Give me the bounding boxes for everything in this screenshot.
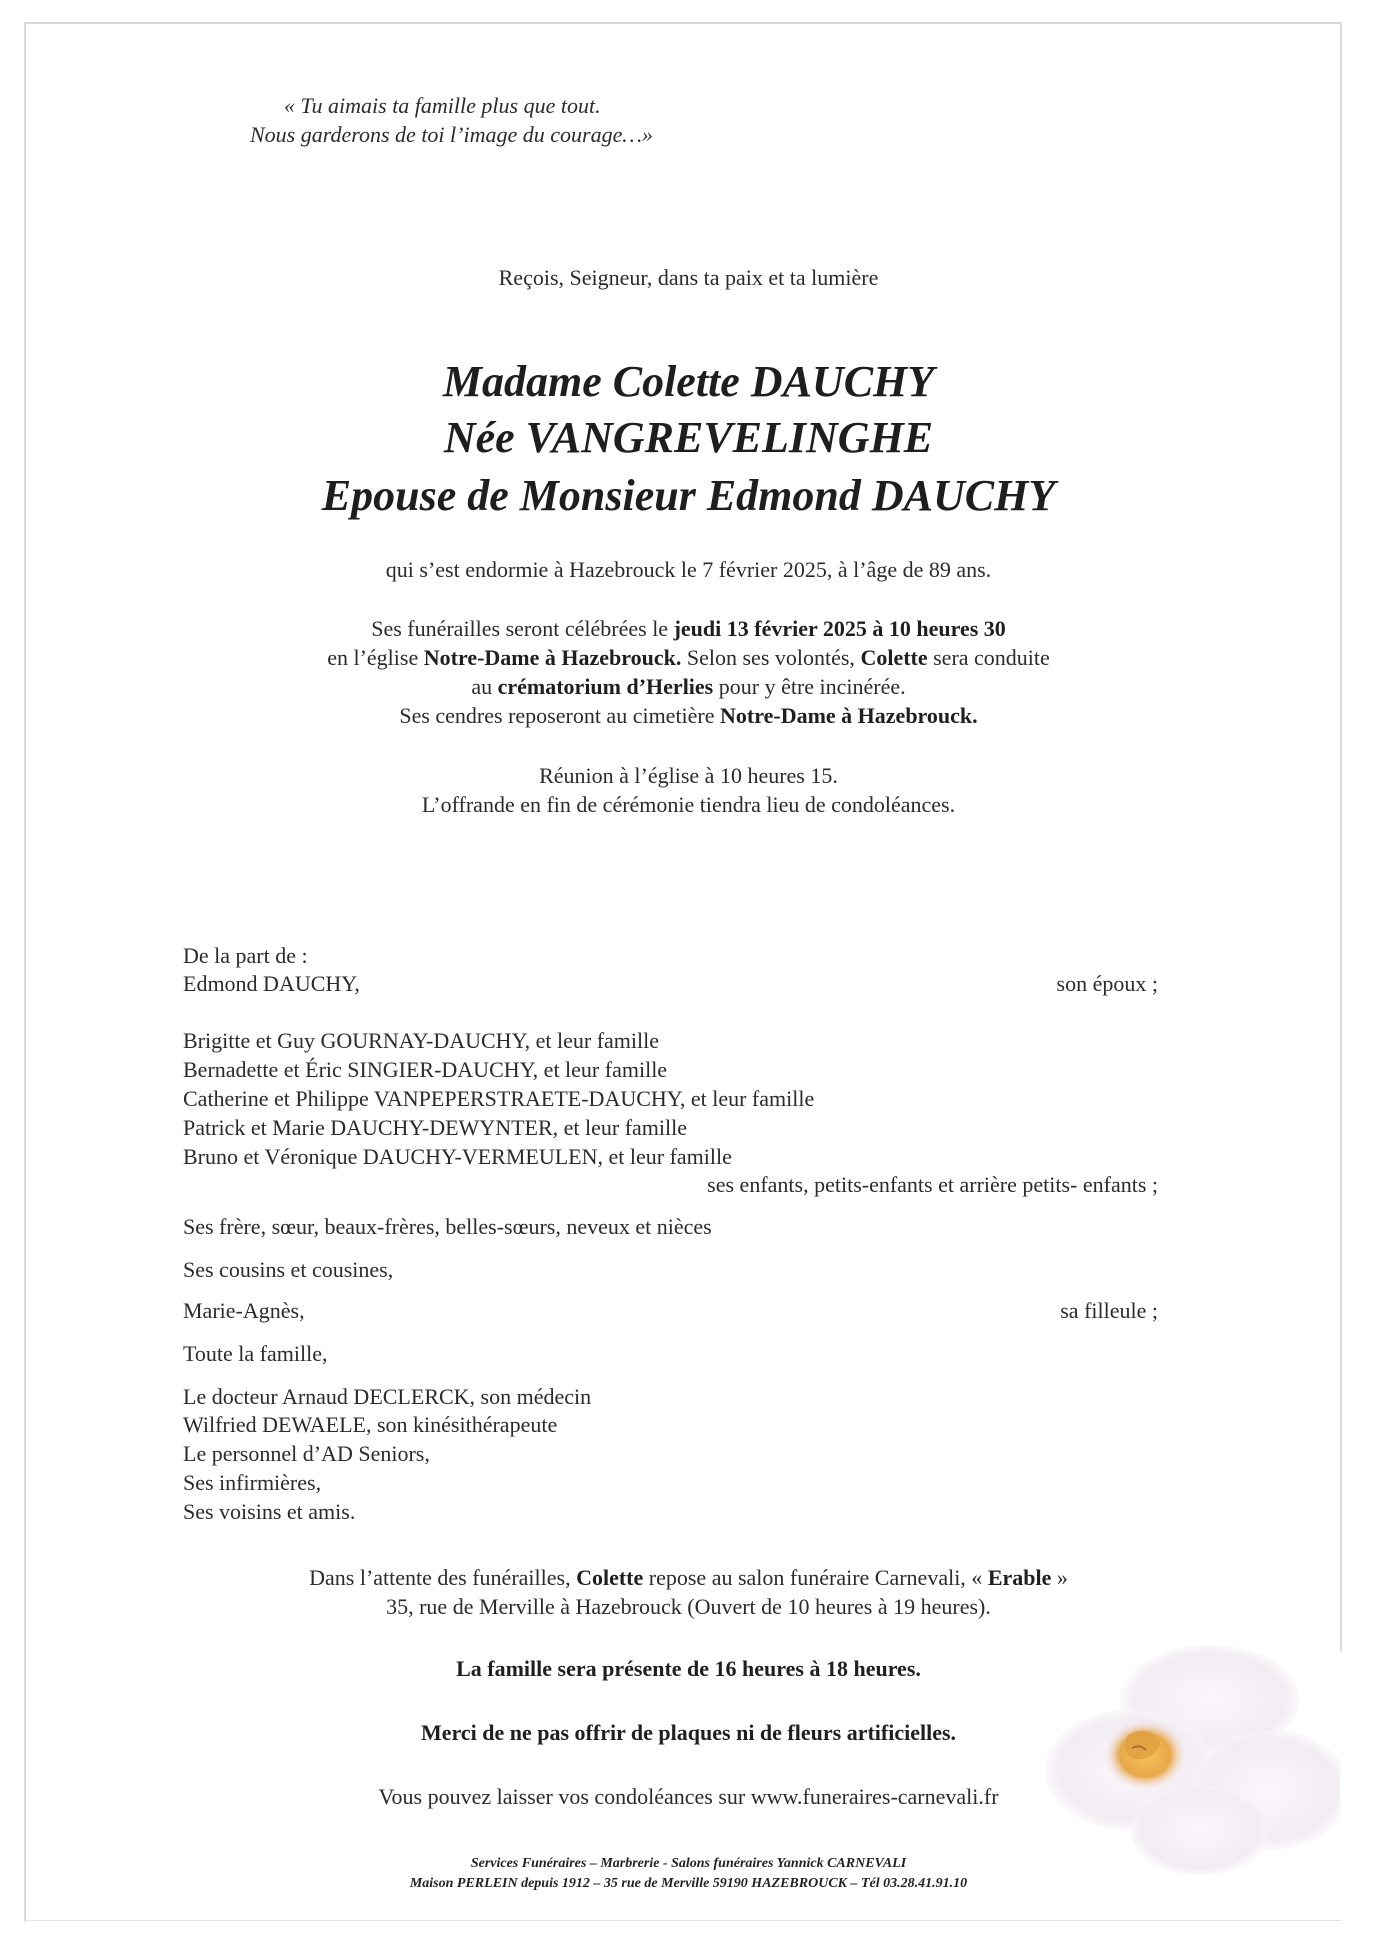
gathering-line-1: Réunion à l’église à 10 heures 15. — [539, 763, 838, 788]
family-entry: Toute la famille, — [183, 1341, 328, 1366]
child-entry: Patrick et Marie DAUCHY-DEWYNTER, et leur famille — [183, 1115, 688, 1140]
child-entry: Brigitte et Guy GOURNAY-DAUCHY, et leur famille — [183, 1028, 660, 1053]
footer-line-2: Maison PERLEIN depuis 1912 – 35 rue de Merville 59190 HAZEBROUCK – Tél 03.28.41.91.10 — [409, 1876, 968, 1891]
resting-line-1: Dans l’attente des funérailles, Colette repose au salon funéraire Carnevali, « Erable » — [309, 1565, 1068, 1590]
spouse-role: son époux ; — [1056, 971, 1158, 996]
epigraph-line-2: Nous garderons de toi l’image du courage…» — [250, 122, 653, 147]
other-entry: Ses infirmières, — [183, 1470, 322, 1495]
child-entry: Bruno et Véronique DAUCHY-VERMEULEN, et leur famille — [183, 1144, 732, 1169]
other-entry: Le docteur Arnaud DECLERCK, son médecin — [183, 1384, 592, 1409]
orchid-flower-icon — [1040, 1640, 1340, 1880]
epigraph-line-1: « Tu aimais ta famille plus que tout. — [284, 93, 601, 118]
child-entry: Catherine et Philippe VANPEPERSTRAETE-DAUCHY, et leur famille — [183, 1086, 815, 1111]
page-border-bottom — [24, 1920, 1342, 1921]
child-entry: Bernadette et Éric SINGIER-DAUCHY, et leur famille — [183, 1057, 668, 1082]
resting-line-2: 35, rue de Merville à Hazebrouck (Ouvert de 10 heures à 19 heures). — [386, 1594, 991, 1619]
funeral-line-1: Ses funérailles seront célébrées le jeudi 13 février 2025 à 10 heures 30 — [371, 616, 1006, 641]
from-label: De la part de : — [183, 943, 308, 968]
death-announcement: qui s’est endormie à Hazebrouck le 7 février 2025, à l’âge de 89 ans. — [385, 557, 992, 582]
deceased-name: Madame Colette DAUCHY — [442, 357, 935, 406]
goddaughter-entry — [183, 1297, 1158, 1325]
spouse-name: Edmond DAUCHY, — [183, 971, 360, 996]
deceased-maiden-name: Née VANGREVELINGHE — [443, 413, 934, 462]
funeral-line-4: Ses cendres reposeront au cimetière Notre-Dame à Hazebrouck. — [399, 703, 978, 728]
gathering-line-2: L’offrande en fin de cérémonie tiendra lieu de condoléances. — [421, 792, 956, 817]
funeral-line-2: en l’église Notre-Dame à Hazebrouck. Selon ses volontés, Colette sera conduite — [327, 645, 1050, 670]
other-entry: Wilfried DEWAELE, son kinésithérapeute — [183, 1412, 558, 1437]
goddaughter-role: sa filleule ; — [1060, 1298, 1158, 1323]
deceased-spouse: Epouse de Monsieur Edmond DAUCHY — [321, 471, 1056, 520]
prayer-line: Reçois, Seigneur, dans ta paix et ta lumière — [498, 265, 879, 290]
cousins-entry: Ses cousins et cousines, — [183, 1257, 394, 1282]
funeral-line-3: au crématorium d’Herlies pour y être incinérée. — [471, 674, 906, 699]
footer-line-1: Services Funéraires – Marbrerie - Salons funéraires Yannick CARNEVALI — [470, 1856, 907, 1871]
goddaughter-name: Marie-Agnès, — [183, 1298, 305, 1323]
page-border-left — [24, 22, 26, 1922]
other-entry: Ses voisins et amis. — [183, 1499, 356, 1524]
condolences-note: Vous pouvez laisser vos condoléances sur www.funeraires-carnevali.fr — [378, 1784, 999, 1809]
children-role: ses enfants, petits-enfants et arrière petits- enfants ; — [707, 1172, 1158, 1197]
siblings-entry: Ses frère, sœur, beaux-frères, belles-sœurs, neveux et nièces — [183, 1214, 712, 1239]
no-plaques-note: Merci de ne pas offrir de plaques ni de fleurs artificielles. — [420, 1720, 957, 1745]
page-border-top — [24, 22, 1342, 24]
other-entry: Le personnel d’AD Seniors, — [183, 1441, 430, 1466]
spouse-entry — [183, 970, 1158, 998]
family-presence: La famille sera présente de 16 heures à 18 heures. — [456, 1656, 921, 1681]
